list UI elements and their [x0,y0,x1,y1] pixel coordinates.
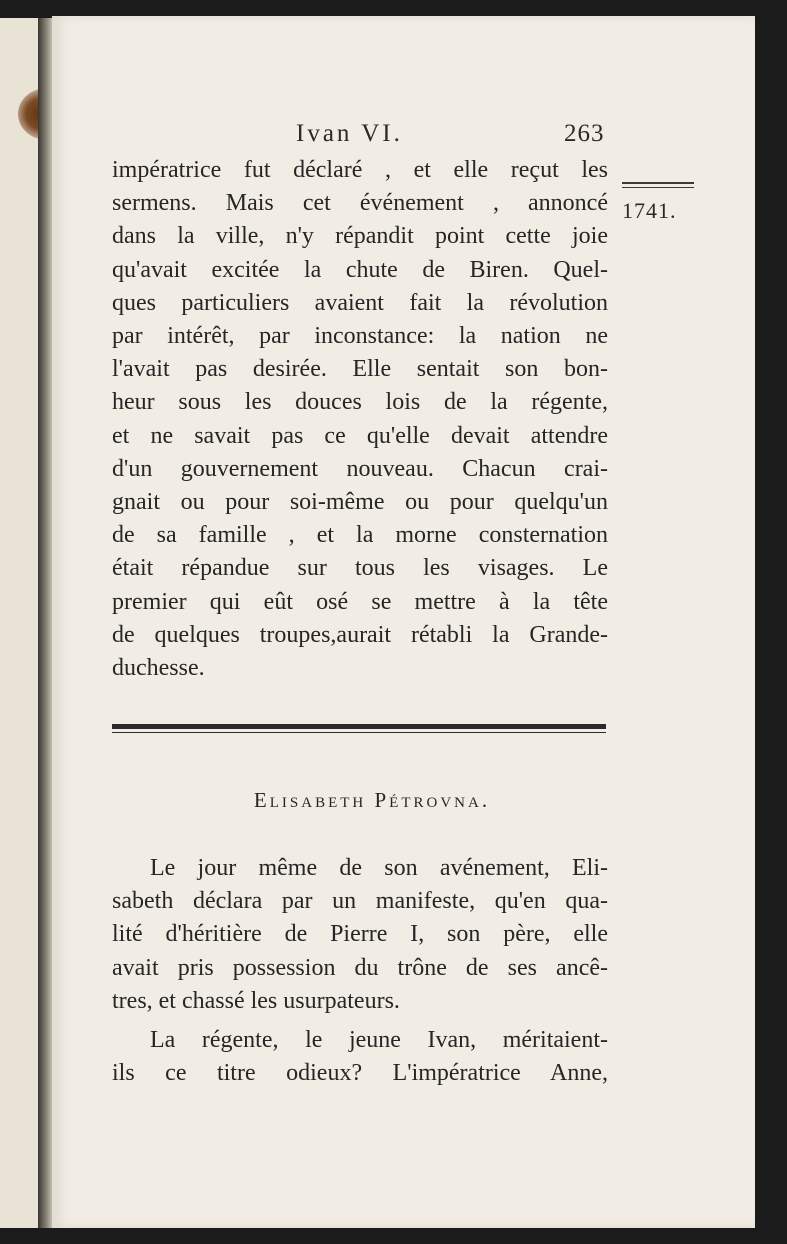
text-line: de sa famille , et la morne consternation [112,522,608,549]
text-line: ques particuliers avaient fait la révolution [112,289,608,316]
text-line: et ne savait pas ce qu'elle devait attendre [112,422,608,449]
facing-page-edge [0,18,42,1228]
text-line: de quelques troupes,aurait rétabli la Grande- [112,621,608,648]
text-line: dans la ville, n'y répandit point cette joie [112,223,608,250]
margin-rule [622,182,694,188]
text-line: premier qui eût osé se mettre à la tête [112,588,608,615]
text-line: sabeth déclara par un manifeste, qu'en qua- [112,888,608,915]
text-line: lité d'héritière de Pierre I, son père, elle [112,921,608,948]
text-line: avait pris possession du trône de ses ancê- [112,954,608,981]
running-title: Ivan VI. [296,120,403,147]
text-line: heur sous les douces lois de la régente, [112,389,608,416]
text-line: Le jour même de son avénement, Eli- [150,855,608,881]
text-line: duchesse. [112,655,205,682]
page-header [52,112,755,152]
text-line: d'un gouvernement nouveau. Chacun crai- [112,455,608,482]
text-line: était répandue sur tous les visages. Le [112,555,608,582]
text-line: impératrice fut déclaré , et elle reçut les [112,157,608,183]
page-number: 263 [564,120,605,147]
text-line: par intérêt, par inconstance: la nation ne [112,323,608,350]
text-line: qu'avait excitée la chute de Biren. Quel- [112,256,608,283]
section-heading: Elisabeth Pétrovna. [253,788,491,812]
text-line: ils ce titre odieux? L'impératrice Anne, [112,1060,608,1087]
text-line: tres, et chassé les usurpateurs. [112,987,400,1014]
text-line: l'avait pas desirée. Elle sentait son bon- [112,356,608,383]
paragraph-2 [112,852,608,1090]
text-line: gnait ou pour soi-même ou pour quelqu'un [112,489,608,516]
paragraph-1 [112,154,608,685]
text-line: La régente, le jeune Ivan, méritaient- [150,1027,608,1054]
text-line: sermens. Mais cet événement , annoncé [112,190,608,217]
section-divider [112,724,606,736]
margin-year: 1741. [622,198,677,223]
book-page [52,16,755,1228]
